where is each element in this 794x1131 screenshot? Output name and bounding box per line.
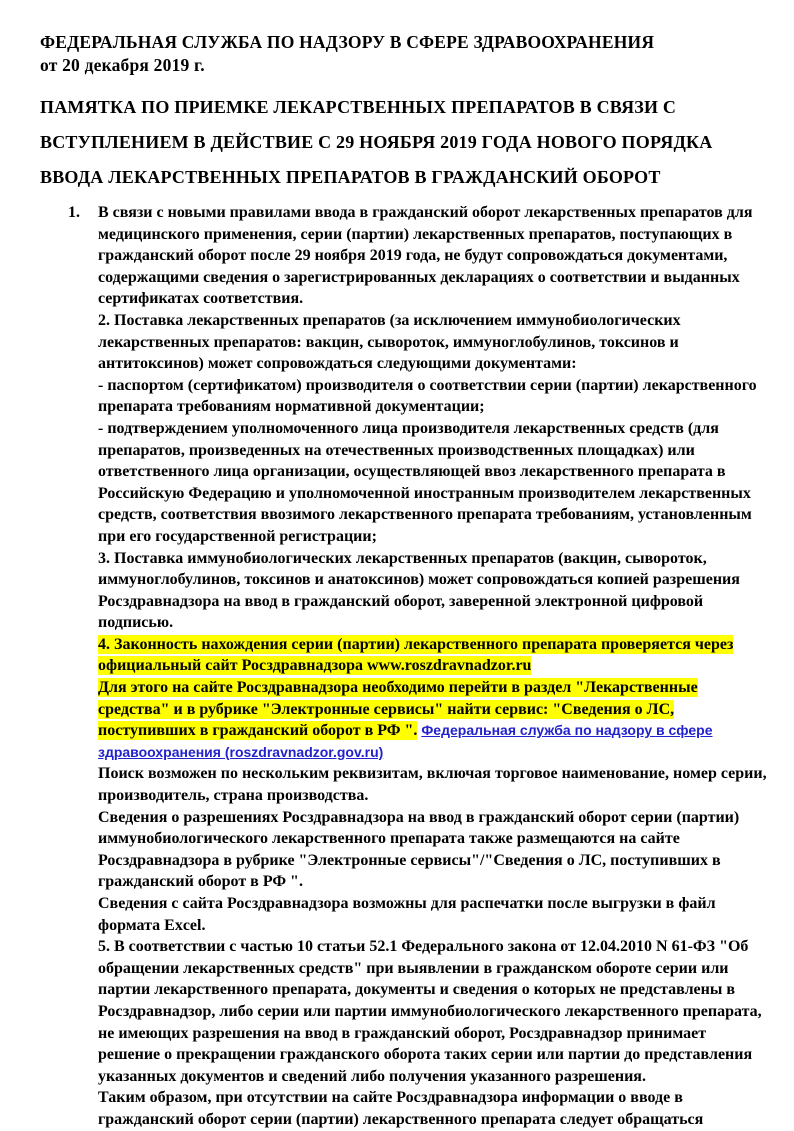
paragraph-5-federal-law: 5. В соответствии с частью 10 статьи 52.1 Федерального закона от 12.04.2010 N 61-ФЗ "Об обращении лекарственных средств" при выявлении в гражданском обороте серии или партии лекарственного препарата, документы и сведения о которых не представлены в Росздравнадзор, либо серии или партии иммунобиологического лекарственного препарата, не имеющих разрешения на ввод в гражданский оборот, Росздравнадзор принимает решение о прекращении гражданского оборота таких серии или партии до представления указанных документов и сведений либо получения указанного разрешения. [98, 938, 762, 1085]
list-item-1-number: 1. [68, 204, 80, 221]
paragraph-4-legality [98, 634, 770, 677]
paragraph-search-options: Поиск возможен по нескольким реквизитам, включая торговое наименование, номер серии, производитель, страна производства. [98, 765, 767, 805]
paragraph-new-rules: В связи с новыми правилами ввода в гражданский оборот лекарственных препаратов для медицинского применения, серии (партии) лекарственных препаратов, поступающих в гражданский оборот после 29 ноября 2019 года, не будут сопровождаться документами, содержащими сведения о зарегистрированных декларациях о соответствии и выданных сертификатах соответствия. [98, 204, 753, 308]
paragraph-2-supply-documents: 2. Поставка лекарственных препаратов (за исключением иммунобиологических лекарственных препаратов: вакцин, сывороток, иммуноглобулинов, токсинов и антитоксинов) может сопровождаться следующими документами: [98, 311, 681, 373]
document-date: от 20 декабря 2019 г. [40, 55, 205, 75]
document-title: ПАМЯТКА ПО ПРИЕМКЕ ЛЕКАРСТВЕННЫХ ПРЕПАРАТОВ В СВЯЗИ С ВСТУПЛЕНИЕМ В ДЕЙСТВИЕ С 29 НОЯБРЯ 2019 ГОДА НОВОГО ПОРЯДКА ВВОДА ЛЕКАРСТВЕННЫХ ПРЕПАРАТОВ В ГРАЖДАНСКИЙ ОБОРОТ [40, 97, 713, 187]
paragraph-4b-site-instructions [98, 677, 770, 763]
paragraph-excel-export: Сведения с сайта Росздравнадзора возможны для распечатки после выгрузки в файл формата Excel. [98, 895, 716, 934]
highlighted-instructions-text: Для этого на сайте Росздравнадзора необходимо перейти в раздел "Лекарственные средства" и в рубрике "Электронные сервисы" найти сервис: "Сведения о ЛС, поступивших в гражданский оборот в РФ ". [98, 679, 698, 740]
paragraph-conclusion: Таким образом, при отсутствии на сайте Росздравнадзора информации о вводе в гражданский оборот серии (партии) лекарственного препарата следует обращаться [98, 1089, 704, 1128]
document-header [40, 31, 770, 77]
paragraph-immuno-permissions-info: Сведения о разрешениях Росздравнадзора на ввод в гражданский оборот серии (партии) иммунобиологического лекарственного препарата также размещаются на сайте Росздравнадзора в рубрике "Электронные сервисы"/"Сведения о ЛС, поступивших в гражданский оборот в РФ ". [98, 808, 740, 891]
agency-name: ФЕДЕРАЛЬНАЯ СЛУЖБА ПО НАДЗОРУ В СФЕРЕ ЗДРАВООХРАНЕНИЯ [40, 32, 655, 52]
document-body [40, 202, 770, 1131]
paragraph-dash-passport: - паспортом (сертификатом) производителя о соответствии серии (партии) лекарственного препарата требованиям нормативной документации; [98, 376, 757, 416]
highlighted-legality-text: 4. Законность нахождения серии (партии) лекарственного препарата проверяется через официальный сайт Росздравнадзора www.roszdravnadzor.ru [98, 635, 734, 675]
paragraph-dash-confirmation: - подтверждением уполномоченного лица производителя лекарственных средств (для препаратов, произведенных на отечественных производственных площадках) или ответственного лица организации, осуществляющей ввоз лекарственного препарата в Российскую Федерацию и уполномоченной иностранным производителем лекарственных средств, соответствия ввозимого лекарственного препарата требованиям, установленным при его государственной регистрации; [98, 419, 752, 545]
roszdravnadzor-site-link[interactable]: Федеральная служба по надзору в сфере здравоохранения (roszdravnadzor.gov.ru) [98, 722, 713, 760]
paragraph-3-immunobiological: 3. Поставка иммунобиологических лекарственных препаратов (вакцин, сывороток, иммуноглобулинов, токсинов и анатоксинов) может сопровождаться копией разрешения Росздравнадзора на ввод в гражданский оборот, заверенной электронной цифровой подписью. [98, 549, 740, 632]
